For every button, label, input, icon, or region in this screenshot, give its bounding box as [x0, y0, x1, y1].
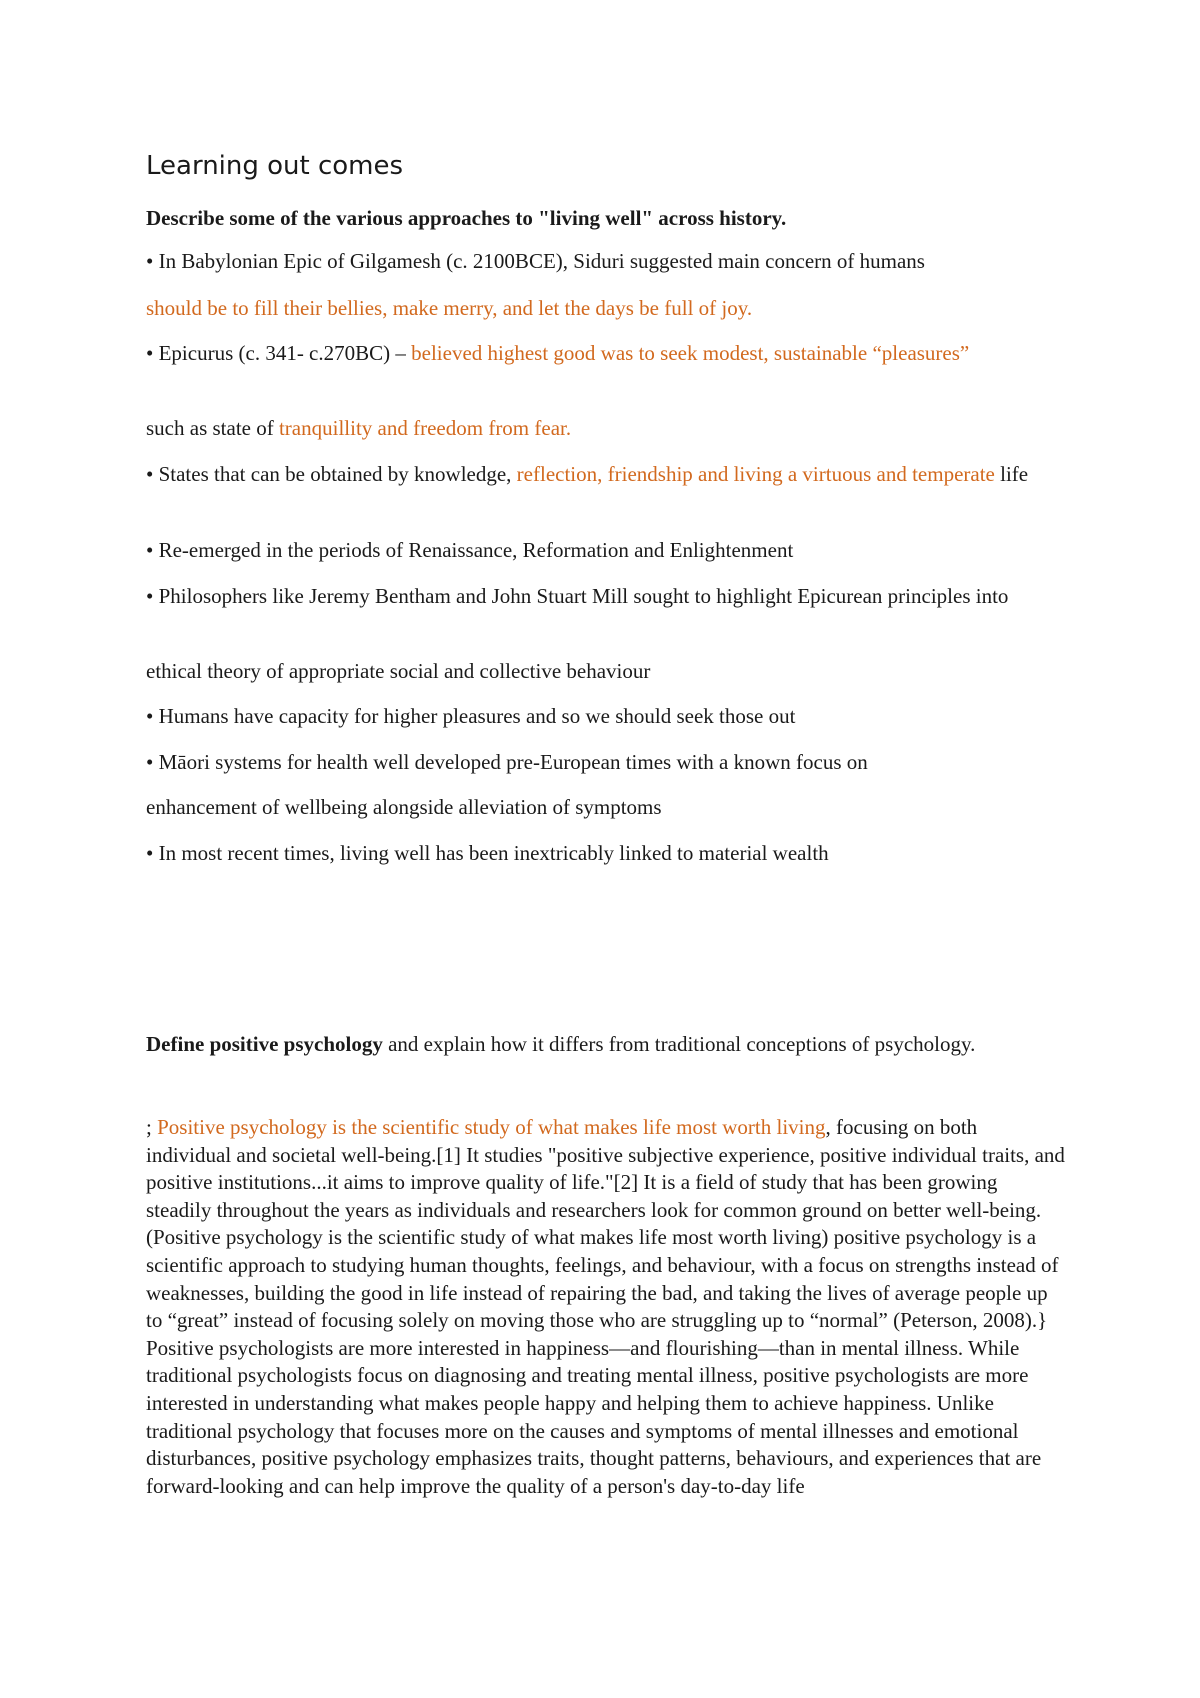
line-text: • Philosophers like Jeremy Bentham and John Stuart Mill sought to highlight Epicurean principles into [146, 584, 1009, 608]
highlighted-text: should be to fill their bellies, make merry, and let the days be full of joy. [146, 296, 753, 320]
highlighted-text: tranquillity and freedom from fear. [278, 416, 572, 440]
para-prefix: ; [146, 1115, 158, 1139]
list-item [146, 293, 1066, 323]
highlighted-text: reflection, friendship and living a virtuous and temperate [516, 462, 995, 486]
bold-term: Define positive psychology [146, 1032, 383, 1056]
list-item [146, 838, 1066, 868]
line-text: • Humans have capacity for higher pleasures and so we should seek those out [146, 704, 796, 728]
list-item [146, 581, 1066, 611]
line-text: • States that can be obtained by knowledge, [146, 462, 517, 486]
line-text: • Re-emerged in the periods of Renaissance, Reformation and Enlightenment [146, 538, 794, 562]
list-item [146, 338, 1066, 368]
list-item [146, 535, 1066, 565]
line-text: life [994, 462, 1029, 486]
list-item [146, 459, 1066, 489]
line-text: • In most recent times, living well has been inextricably linked to material wealth [146, 841, 829, 865]
question-positive-psychology [146, 1031, 1066, 1059]
answer-paragraph [146, 1114, 1066, 1500]
question-living-well: Describe some of the various approaches to "living well" across history. [146, 206, 787, 230]
list-item [146, 792, 1066, 822]
para-text: , focusing on both individual and societal well-being.[1] It studies "positive subjective experience, positive individual traits, and positive institutions...it aims to improve quality of life."[2] It is a field of study that has been growing steadily throughout the years as individuals and researchers look for common ground on better well-being. (Positive psychology is the scientific study of what makes life most worth living) positive psychology is a scientific approach to studying human thoughts, feelings, and behaviour, with a focus on strengths instead of weaknesses, building the good in life instead of repairing the bad, and taking the lives of average people up to “great” instead of focusing solely on moving those who are struggling up to “normal” (Peterson, 2008).} Positive psychologists are more interested in happiness—and flourishing—than in mental illness. While traditional psychologists focus on diagnosing and treating mental illness, positive psychologists are more interested in understanding what makes people happy and helping them to achieve happiness. Unlike traditional psychology that focuses more on the causes and symptoms of mental illnesses and emotional disturbances, positive psychology emphasizes traits, thought patterns, behaviours, and experiences that are forward-looking and can help improve the quality of a person's day-to-day life [146, 1115, 1065, 1498]
highlighted-text: believed highest good was to seek modest, sustainable “pleasures” [411, 341, 970, 365]
line-text: such as state of [146, 416, 279, 440]
line-text: enhancement of wellbeing alongside alleviation of symptoms [146, 795, 662, 819]
line-text: ethical theory of appropriate social and collective behaviour [146, 659, 651, 683]
line-text: • Epicurus (c. 341- c.270BC) – [146, 341, 412, 365]
list-item [146, 747, 1066, 777]
highlighted-text: Positive psychology is the scientific study of what makes life most worth living [157, 1115, 826, 1139]
page-title: Learning out comes [146, 151, 404, 181]
line-text: • Māori systems for health well developed pre-European times with a known focus on [146, 750, 868, 774]
list-item [146, 656, 1066, 686]
question-rest: and explain how it differs from traditional conceptions of psychology. [382, 1032, 976, 1056]
list-item [146, 413, 1066, 443]
list-item [146, 701, 1066, 731]
line-text: • In Babylonian Epic of Gilgamesh (c. 2100BCE), Siduri suggested main concern of humans [146, 249, 925, 273]
list-item [146, 246, 1066, 276]
